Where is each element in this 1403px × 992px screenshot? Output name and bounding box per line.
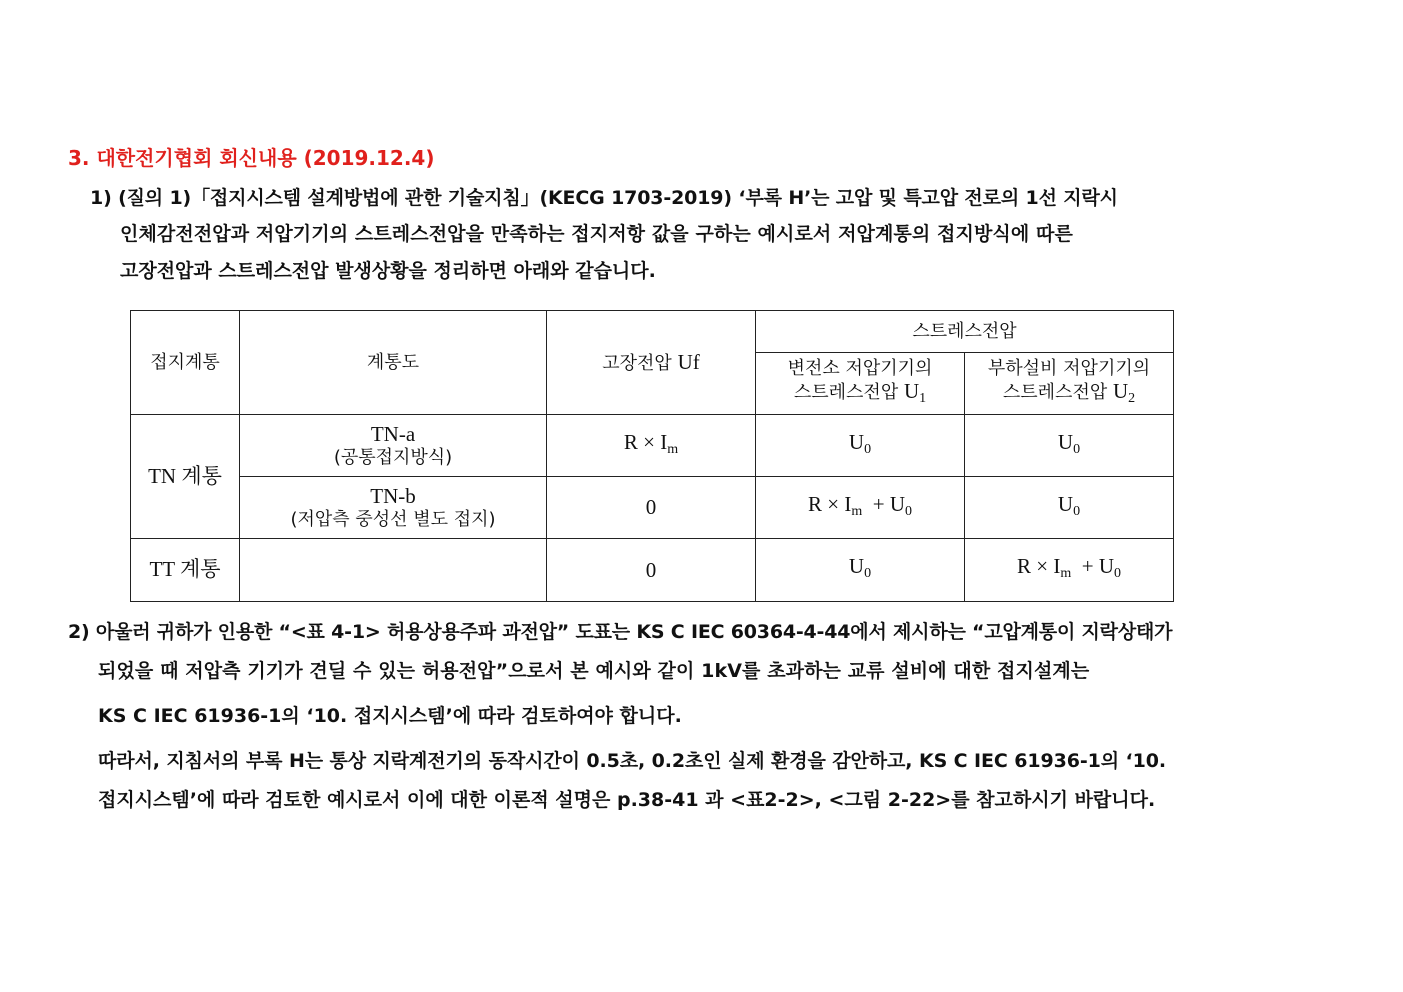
grounding-comparison-table bbox=[130, 310, 1174, 602]
item1-line-1: 1) (질의 1)「접지시스템 설계방법에 관한 기술지침」(KECG 1703-2019) ‘부록 H’는 고압 및 특고압 전로의 1선 지락시 bbox=[90, 187, 1118, 209]
header-u1 bbox=[756, 353, 965, 415]
item1-line-3: 고장전압과 스트레스전압 발생상황을 정리하면 아래와 같습니다. bbox=[120, 260, 656, 282]
u2-header-label: 스트레스전압 bbox=[1002, 382, 1108, 403]
diagram-code: TN-a bbox=[370, 421, 416, 446]
table-row bbox=[131, 415, 1174, 477]
item2-line-2: 되었을 때 저압측 기기가 견딜 수 있는 허용전압”으로서 본 예시와 같이 1kV를 초과하는 교류 설비에 대한 접지설계는 bbox=[98, 660, 1090, 682]
header-fault-voltage bbox=[547, 311, 756, 415]
item2-line-5: 접지시스템’에 따라 검토한 예시로서 이에 대한 이론적 설명은 p.38-41 과 <표2-2>, <그림 2-22>를 참고하시기 바랍니다. bbox=[98, 789, 1156, 811]
header-u2 bbox=[965, 353, 1174, 415]
row-tt-uf: 0 bbox=[547, 539, 756, 602]
row-tt-u2: $R \times I_m + U_0$ bbox=[965, 539, 1174, 602]
u1-header-line1: 변전소 저압기기의 bbox=[787, 358, 933, 379]
row-tn-a-uf: $R \times I_m$ bbox=[547, 415, 756, 477]
section-heading: 3. 대한전기협회 회신내용 (2019.12.4) bbox=[68, 146, 435, 170]
row-tn-b-diagram bbox=[240, 477, 547, 539]
tn-system-label: TN 계통 bbox=[131, 415, 240, 539]
tt-system-label: TT 계통 bbox=[131, 539, 240, 602]
table-row bbox=[131, 539, 1174, 602]
item2-line-1: 2) 아울러 귀하가 인용한 “<표 4-1> 허용상용주파 과전압” 도표는 KS C IEC 60364-4-44에서 제시하는 “고압계통이 지락상태가 bbox=[68, 621, 1173, 643]
diagram-desc: (저압측 중성선 별도 접지) bbox=[290, 508, 496, 530]
u2-subscript: 2 bbox=[1128, 391, 1136, 406]
u1-symbol: U bbox=[903, 379, 920, 403]
u2-symbol: U bbox=[1112, 379, 1129, 403]
row-tn-b-u2: $U_0$ bbox=[965, 477, 1174, 539]
row-tn-b-uf: 0 bbox=[547, 477, 756, 539]
fault-voltage-symbol: Uf bbox=[677, 349, 700, 374]
u1-subscript: 1 bbox=[919, 391, 927, 406]
header-system-diagram: 계통도 bbox=[240, 311, 547, 415]
u1-header-line2 bbox=[756, 380, 964, 410]
row-tn-a-diagram bbox=[240, 415, 547, 477]
item2-line-4: 따라서, 지침서의 부록 H는 통상 지락계전기의 동작시간이 0.5초, 0.2초인 실제 환경을 감안하고, KS C IEC 61936-1의 ‘10. bbox=[98, 750, 1166, 772]
u1-header-label: 스트레스전압 bbox=[793, 382, 899, 403]
u2-header-line1: 부하설비 저압기기의 bbox=[987, 358, 1151, 379]
item2-line-3: KS C IEC 61936-1의 ‘10. 접지시스템’에 따라 검토하여야 합니다. bbox=[98, 705, 682, 727]
row-tt-diagram bbox=[240, 539, 547, 602]
row-tn-b-u1: $R \times I_m + U_0$ bbox=[756, 477, 965, 539]
item1-line-2: 인체감전전압과 저압기기의 스트레스전압을 만족하는 접지저항 값을 구하는 예시로서 저압계통의 접지방식에 따른 bbox=[120, 223, 1073, 245]
header-grounding-system: 접지계통 bbox=[131, 311, 240, 415]
u2-header-line2 bbox=[965, 380, 1173, 410]
row-tt-u1: $U_0$ bbox=[756, 539, 965, 602]
diagram-code: TN-b bbox=[370, 483, 416, 508]
row-tn-a-u1: $U_0$ bbox=[756, 415, 965, 477]
row-tn-a-u2: $U_0$ bbox=[965, 415, 1174, 477]
diagram-desc: (공통접지방식) bbox=[333, 446, 453, 468]
table-row bbox=[131, 477, 1174, 539]
header-stress-voltage: 스트레스전압 bbox=[756, 311, 1174, 353]
fault-voltage-label: 고장전압 bbox=[602, 352, 672, 374]
